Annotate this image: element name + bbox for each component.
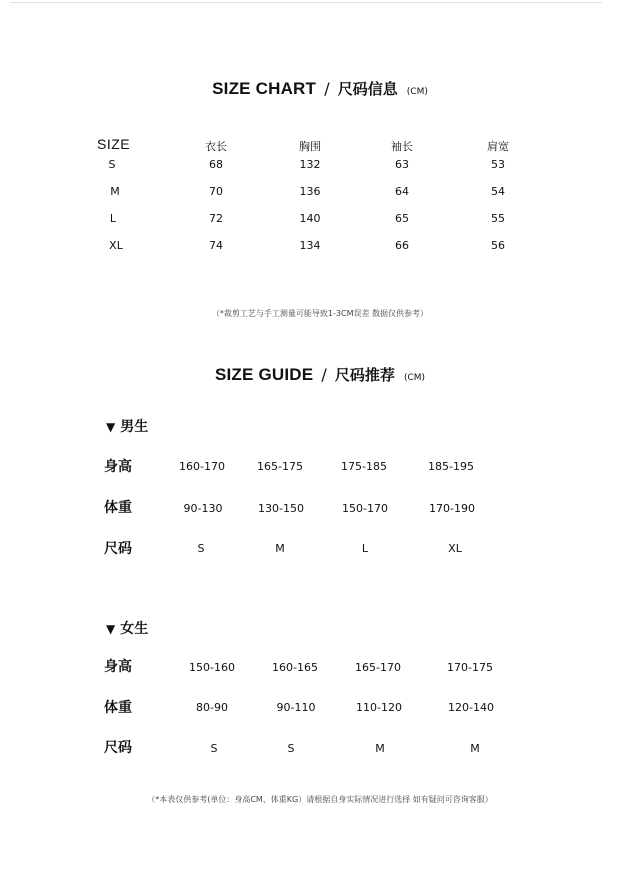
male-size-label: 尺码 — [104, 541, 132, 557]
guide-cell: 110-120 — [356, 701, 402, 714]
guide-cell: XL — [448, 542, 462, 555]
table-cell: 132 — [299, 158, 321, 171]
table-cell: 66 — [395, 239, 409, 252]
header-size: SIZE — [97, 136, 131, 152]
guide-cell: M — [275, 542, 285, 555]
table-cell: 140 — [299, 212, 321, 225]
table-cell: 55 — [491, 212, 505, 225]
table-cell: 136 — [299, 185, 321, 198]
guide-cell: S — [210, 742, 218, 755]
guide-cell: 120-140 — [448, 701, 494, 714]
guide-cell: M — [470, 742, 480, 755]
guide-cell: 80-90 — [196, 701, 228, 714]
guide-cell: 90-130 — [183, 502, 223, 515]
guide-cell: S — [287, 742, 295, 755]
guide-cell: 170-190 — [429, 502, 475, 515]
guide-cell: 185-195 — [428, 460, 474, 473]
female-size-label: 尺码 — [104, 740, 132, 756]
triangle-down-icon: ▼ — [106, 622, 116, 636]
male-label: 男生 — [120, 419, 149, 435]
table-cell: S — [108, 158, 116, 171]
header-sleeve: 袖长 — [391, 140, 413, 153]
size-guide-title-en: SIZE GUIDE — [214, 365, 314, 384]
female-weight-label: 体重 — [104, 700, 132, 716]
guide-cell: M — [375, 742, 385, 755]
table-cell: 74 — [209, 239, 223, 252]
table-cell: M — [110, 185, 120, 198]
size-guide-title — [0, 364, 640, 385]
header-length: 衣长 — [205, 140, 227, 153]
table-cell: 72 — [209, 212, 223, 225]
guide-cell: 165-175 — [257, 460, 303, 473]
guide-cell: 150-160 — [189, 661, 235, 674]
table-cell: L — [109, 212, 117, 225]
male-section-header — [106, 416, 148, 436]
table-cell: 68 — [209, 158, 223, 171]
guide-cell: S — [197, 542, 205, 555]
table-cell: XL — [109, 239, 123, 252]
female-label: 女生 — [120, 621, 149, 637]
female-section-header — [106, 618, 148, 638]
guide-cell: 90-110 — [276, 701, 316, 714]
top-divider — [10, 2, 602, 3]
triangle-down-icon: ▼ — [106, 420, 116, 434]
title-separator: / — [321, 365, 327, 384]
male-weight-label: 体重 — [104, 500, 132, 516]
guide-cell: 150-170 — [342, 502, 388, 515]
size-chart-title-cn: 尺码信息 — [337, 80, 398, 98]
female-height-label: 身高 — [104, 659, 132, 675]
size-chart-title — [0, 78, 640, 99]
table-cell: 56 — [491, 239, 505, 252]
guide-cell: 160-170 — [179, 460, 225, 473]
table-cell: 63 — [395, 158, 409, 171]
male-height-label: 身高 — [104, 459, 132, 475]
table-cell: 70 — [209, 185, 223, 198]
guide-cell: 170-175 — [447, 661, 493, 674]
guide-cell: 175-185 — [341, 460, 387, 473]
unit-label: (CM) — [403, 373, 426, 383]
unit-label: (CM) — [406, 87, 428, 97]
header-shoulder: 肩宽 — [487, 140, 509, 153]
table-cell: 64 — [395, 185, 409, 198]
table-cell: 65 — [395, 212, 409, 225]
guide-cell: 130-150 — [258, 502, 304, 515]
table-cell: 134 — [299, 239, 321, 252]
guide-note: （*本表仅供参考(单位：身高CM、体重KG）请根据自身实际情况进行选择 如有疑问可咨询客服） — [147, 795, 493, 804]
header-chest: 胸围 — [299, 140, 321, 153]
table-cell: 53 — [491, 158, 505, 171]
size-chart-title-en: SIZE CHART — [212, 79, 317, 98]
size-guide-title-cn: 尺码推荐 — [334, 366, 395, 384]
title-separator: / — [324, 79, 330, 98]
table-cell: 54 — [491, 185, 505, 198]
guide-cell: L — [361, 542, 369, 555]
guide-cell: 165-170 — [355, 661, 401, 674]
chart-note: （*裁剪工艺与手工测量可能导致1-3CM误差 数据仅供参考） — [211, 309, 429, 318]
guide-cell: 160-165 — [272, 661, 318, 674]
